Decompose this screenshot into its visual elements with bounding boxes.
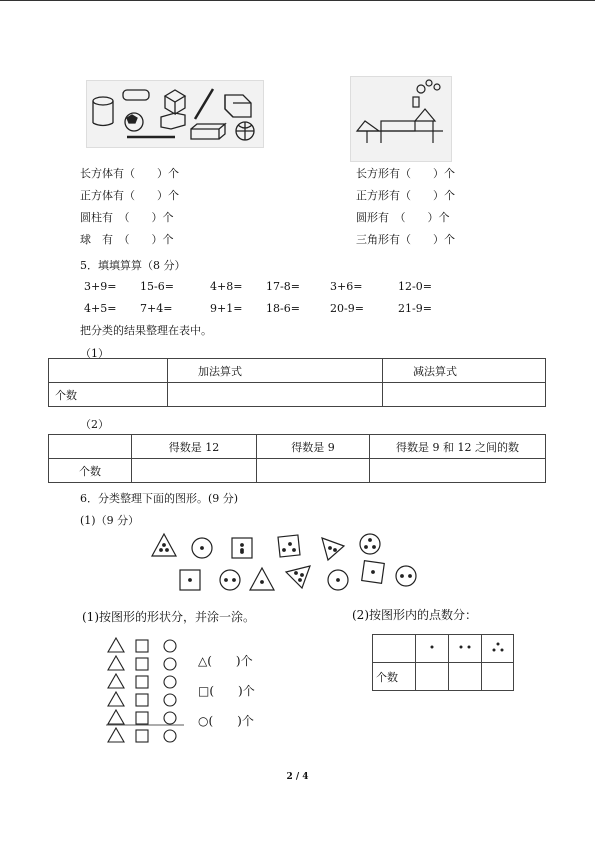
- answer-cell[interactable]: [383, 383, 546, 407]
- answer-cell[interactable]: [370, 459, 546, 483]
- circle-count: ○( )个: [198, 714, 254, 728]
- q5-expr: 9+1=: [210, 302, 243, 315]
- row-label: 个数: [373, 663, 416, 691]
- q4-right-list: [356, 166, 486, 254]
- q4-left-item: 正方体有（ ）个: [80, 189, 179, 202]
- circle-shape: [396, 566, 416, 586]
- triangle-shape: [152, 534, 176, 556]
- q5-table2-label: （2）: [80, 418, 109, 431]
- square-shape: [278, 535, 300, 557]
- q5-expr: 4+8=: [210, 280, 243, 293]
- table-header: 得数是 9: [257, 435, 370, 459]
- q6-sub: (1)（9 分）: [80, 514, 140, 527]
- q4-right-item: 正方形有（ ）个: [356, 189, 455, 202]
- top-rule: [0, 0, 595, 1]
- q4-right-item: 圆形有 （ ）个: [356, 211, 450, 224]
- circle-shape: [192, 538, 212, 558]
- q6-part2-title: (2)按图形内的点数分：: [352, 608, 477, 622]
- q5-expr: 15-6=: [140, 280, 174, 293]
- q5-expr: 4+5=: [84, 302, 117, 315]
- q5-expr: 7+4=: [140, 302, 173, 315]
- answer-cell[interactable]: [449, 663, 482, 691]
- q6-part1-title: (1)按图形的形状分，并涂一涂。: [82, 610, 255, 624]
- table-header: 加法算式: [168, 359, 383, 383]
- table-cell: [49, 435, 132, 459]
- two-dot-header: [449, 635, 482, 663]
- answer-cell[interactable]: [257, 459, 370, 483]
- table-cell: [373, 635, 416, 663]
- q5-expr: 20-9=: [330, 302, 364, 315]
- triangle-shape: [286, 566, 310, 588]
- shape-set: [148, 530, 428, 600]
- q6-title: 6．分类整理下面的图形。(9 分): [80, 492, 239, 505]
- q5-table1: [48, 358, 546, 407]
- q4-left-list: [80, 166, 210, 254]
- q5-expr: 12-0=: [398, 280, 432, 293]
- q5-expr: 3+9=: [84, 280, 117, 293]
- q4-right-item: 长方形有（ ）个: [356, 167, 455, 180]
- row-label: 个数: [49, 459, 132, 483]
- row-label: 个数: [49, 383, 168, 407]
- square-count: □( )个: [198, 684, 255, 698]
- q5-expr: 17-8=: [266, 280, 300, 293]
- square-column: [136, 640, 148, 742]
- table-header: 得数是 12: [132, 435, 257, 459]
- solids-picture: [86, 80, 264, 148]
- dots-icon: [491, 641, 505, 653]
- triangle-count: △( )个: [198, 654, 253, 668]
- table-cell: [49, 359, 168, 383]
- square-shape: [362, 561, 385, 584]
- q4-left-item: 长方体有（ ）个: [80, 167, 179, 180]
- dots-icon: [458, 642, 472, 652]
- page-number: 2 / 4: [286, 772, 309, 782]
- table-header: 得数是 9 和 12 之间的数: [370, 435, 546, 459]
- answer-cell[interactable]: [132, 459, 257, 483]
- solids-drawing: [87, 81, 263, 147]
- triangle-shape: [322, 538, 344, 560]
- q5-expr: 3+6=: [330, 280, 363, 293]
- square-shape: [180, 570, 200, 590]
- square-shape: [232, 538, 252, 558]
- q5-expr: 21-9=: [398, 302, 432, 315]
- building-drawing: [351, 77, 451, 161]
- q5-title: 5．填填算算（8 分）: [80, 259, 186, 272]
- answer-cell[interactable]: [482, 663, 514, 691]
- one-dot-header: [416, 635, 449, 663]
- answer-cell[interactable]: [416, 663, 449, 691]
- circle-shape: [220, 570, 240, 590]
- coloring-grid[interactable]: [106, 636, 186, 744]
- table-header: 减法算式: [383, 359, 546, 383]
- dot-icon: [427, 642, 437, 652]
- circle-column: [164, 640, 176, 742]
- q5-instruction: 把分类的结果整理在表中。: [80, 324, 212, 337]
- triangle-shape: [250, 568, 274, 590]
- circle-shape: [328, 570, 348, 590]
- answer-cell[interactable]: [168, 383, 383, 407]
- building-picture: [350, 76, 452, 162]
- q5-table2: [48, 434, 546, 483]
- three-dot-header: [482, 635, 514, 663]
- q4-right-item: 三角形有（ ）个: [356, 233, 455, 246]
- circle-shape: [360, 534, 380, 554]
- q4-left-item: 球 有 （ ）个: [80, 233, 174, 246]
- q5-expr: 18-6=: [266, 302, 300, 315]
- dot-count-table: [372, 634, 514, 691]
- q5-table1-label: （1）: [80, 347, 109, 360]
- q4-left-item: 圆柱有 （ ）个: [80, 211, 174, 224]
- triangle-column: [108, 638, 124, 742]
